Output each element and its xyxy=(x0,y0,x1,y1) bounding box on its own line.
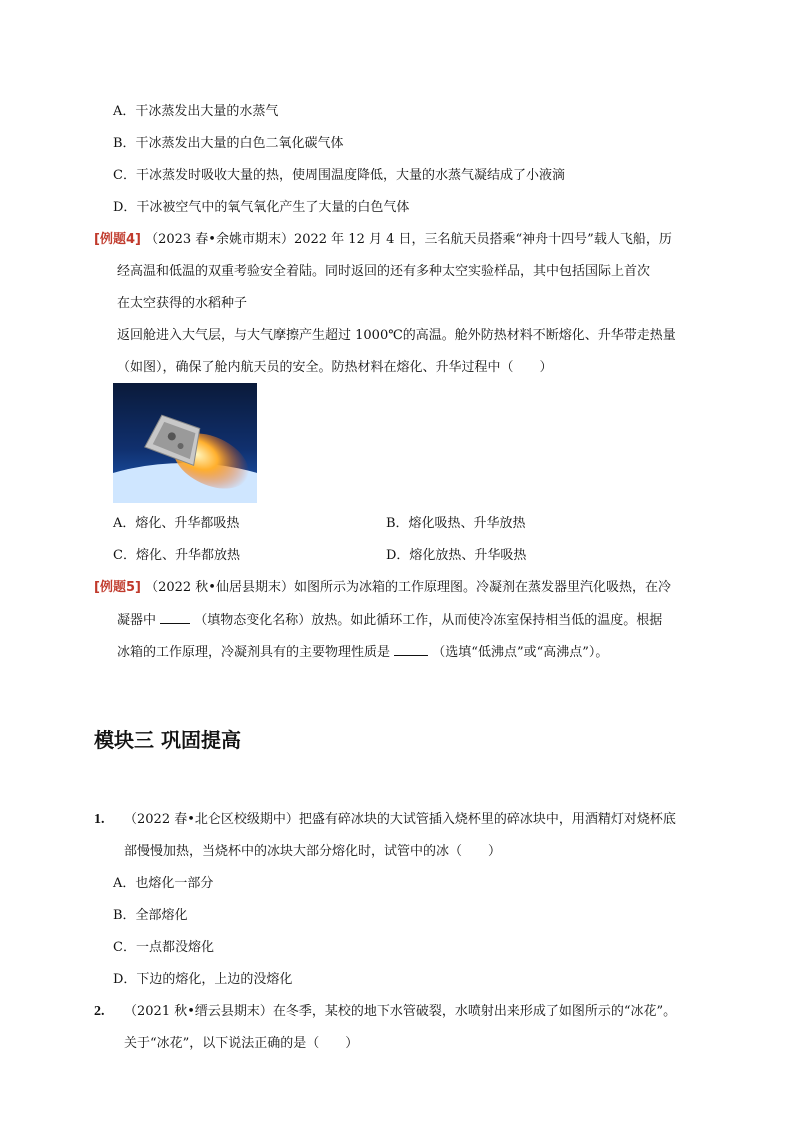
example-4-option-c: C．熔化、升华都放热 xyxy=(113,548,240,563)
example-4-line-3: 在太空获得的水稻种子 xyxy=(117,296,248,311)
answer-blank-1[interactable] xyxy=(160,611,190,624)
question-1-line-2: 部慢慢加热，当烧杯中的冰块大部分熔化时，试管中的冰（ ） xyxy=(124,844,502,859)
example-4-line-2: 经高温和低温的双重考验安全着陆。同时返回的还有多种太空实验样品，其中包括国际上首次 xyxy=(117,264,651,279)
answer-blank-2[interactable] xyxy=(394,643,428,656)
question-1-option-d: D．下边的熔化，上边的没熔化 xyxy=(113,972,293,987)
example-4-line-4: 返回舱进入大气层，与大气摩擦产生超过 1000℃的高温。舱外防热材料不断熔化、升华带走热量 xyxy=(117,328,676,343)
example-4-line-5: （如图），确保了舱内航天员的安全。防热材料在熔化、升华过程中（ ） xyxy=(117,360,553,375)
question-2-line-2: 关于“冰花”，以下说法正确的是（ ） xyxy=(124,1036,359,1051)
question-1-line-1: 1. （2022 春•北仑区校级期中）把盛有碎冰块的大试管插入烧杯里的碎冰块中，用酒精灯对烧杯底 xyxy=(94,812,676,827)
example-4-option-b: B．熔化吸热、升华放热 xyxy=(386,516,526,531)
example-4-option-d: D．熔化放热、升华吸热 xyxy=(386,548,527,563)
example-5-line-1: [例题5] （2022 秋•仙居县期末）如图所示为冰箱的工作原理图。冷凝剂在蒸发器里汽化吸热，在冷 xyxy=(94,580,671,595)
question-2-number: 2. xyxy=(94,1004,105,1019)
example-4-line-1: [例题4] （2023 春•余姚市期末）2022 年 12 月 4 日，三名航天员搭乘“神舟十四号”载人飞船，历 xyxy=(94,232,672,247)
reentry-capsule-image xyxy=(113,383,257,503)
question-1-option-a: A．也熔化一部分 xyxy=(113,876,214,891)
example-5-line-2: 凝器中 （填物态变化名称）放热。如此循环工作，从而使冷冻室保持相当低的温度。根据 xyxy=(117,613,663,628)
option-c: C．干冰蒸发时吸收大量的热，使周围温度降低，大量的水蒸气凝结成了小液滴 xyxy=(113,168,565,183)
question-1-option-b: B．全部熔化 xyxy=(113,908,188,923)
option-d: D．干冰被空气中的氧气氧化产生了大量的白色气体 xyxy=(113,200,410,215)
question-2-line-1: 2. （2021 秋•缙云县期末）在冬季，某校的地下水管破裂，水喷射出来形成了如图所示的“冰花”。 xyxy=(94,1004,677,1019)
example-4-tag: [例题4] xyxy=(94,232,141,247)
example-4-option-a: A．熔化、升华都吸热 xyxy=(113,516,240,531)
example-5-line-3: 冰箱的工作原理，冷凝剂具有的主要物理性质是 （选填“低沸点”或“高沸点”）。 xyxy=(117,645,609,660)
option-b: B．干冰蒸发出大量的白色二氧化碳气体 xyxy=(113,136,344,151)
question-1-option-c: C．一点都没熔化 xyxy=(113,940,214,955)
section-title: 模块三 巩固提高 xyxy=(94,728,241,752)
question-1-number: 1. xyxy=(94,812,105,827)
example-5-tag: [例题5] xyxy=(94,580,141,595)
option-a: A．干冰蒸发出大量的水蒸气 xyxy=(113,104,279,119)
